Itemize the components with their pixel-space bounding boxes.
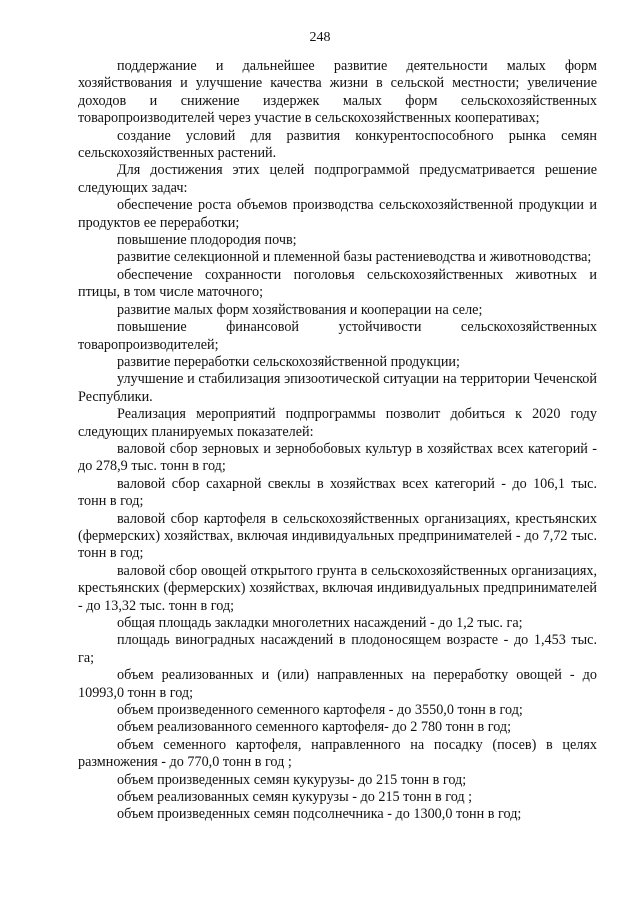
paragraph: объем произведенных семян подсолнечника - до 1300,0 тонн в год; [117, 806, 522, 823]
paragraph: создание условий для развития конкурентоспособного рынка семян сельскохозяйственных растений. [78, 127, 597, 162]
paragraph: общая площадь закладки многолетних насаждений - до 1,2 тыс. га; [117, 615, 523, 631]
paragraph: развитие селекционной и племенной базы растениеводства и животноводства; [117, 249, 592, 266]
paragraph: валовой сбор сахарной свеклы в хозяйствах всех категорий - до 106,1 тыс. тонн в год; [78, 475, 597, 510]
document-body [78, 58, 597, 824]
paragraph: площадь виноградных насаждений в плодоносящем возрасте - до 1,453 тыс. га; [78, 632, 597, 666]
paragraph: валовой сбор картофеля в сельскохозяйственных организациях, крестьянских (фермерских) хозяйствах, включая индивидуальных предпринимателей - до 7,72 тыс. тонн в год; [78, 510, 597, 562]
paragraph: объем семенного картофеля, направленного на посадку (посев) в целях размножения - до 770,0 тонн в год ; [78, 736, 597, 771]
paragraph: развитие переработки сельскохозяйственной продукции; [117, 353, 460, 370]
paragraph: повышение финансовой устойчивости сельскохозяйственных товаропроизводителей; [78, 319, 597, 353]
paragraph: развитие малых форм хозяйствования и кооперации на селе; [117, 301, 483, 318]
paragraph: объем реализованного семенного картофеля- до 2 780 тонн в год; [117, 719, 512, 736]
page-number: 248 [309, 30, 331, 45]
paragraph: валовой сбор овощей открытого грунта в сельскохозяйственных организациях, крестьянских (фермерских) хозяйствах, включая индивидуальных предпринимателей - до 13,32 тыс. тонн в год; [78, 562, 597, 614]
paragraph: объем произведенных семян кукурузы- до 215 тонн в год; [117, 771, 467, 788]
paragraph: объем реализованных и (или) направленных на переработку овощей - до 10993,0 тонн в год; [78, 667, 597, 701]
paragraph: повышение плодородия почв; [117, 232, 297, 249]
paragraph: объем реализованных семян кукурузы - до 215 тонн в год ; [117, 789, 473, 806]
paragraph: валовой сбор зерновых и зернобобовых культур в хозяйствах всех категорий - до 278,9 тыс. тонн в год; [78, 440, 597, 475]
paragraph: обеспечение сохранности поголовья сельскохозяйственных животных и птицы, в том числе маточного; [78, 266, 597, 301]
paragraph: улучшение и стабилизация эпизоотической ситуации на территории Чеченской Республики. [78, 371, 597, 405]
paragraph: обеспечение роста объемов производства сельскохозяйственной продукции и продуктов ее переработки; [78, 197, 597, 231]
paragraph: Реализация мероприятий подпрограммы позволит добиться к 2020 году следующих планируемых показателей: [78, 406, 597, 440]
paragraph: объем произведенного семенного картофеля - до 3550,0 тонн в год; [117, 702, 523, 719]
paragraph: Для достижения этих целей подпрограммой предусматривается решение следующих задач: [78, 162, 597, 196]
paragraph: поддержание и дальнейшее развитие деятельности малых форм хозяйствования и улучшение качества жизни в сельской местности; увеличение доходов и снижение издержек малых форм сельскохозяйственных товаропроизводителей через участие в сельскохозяйственных кооперативах; [78, 58, 597, 127]
